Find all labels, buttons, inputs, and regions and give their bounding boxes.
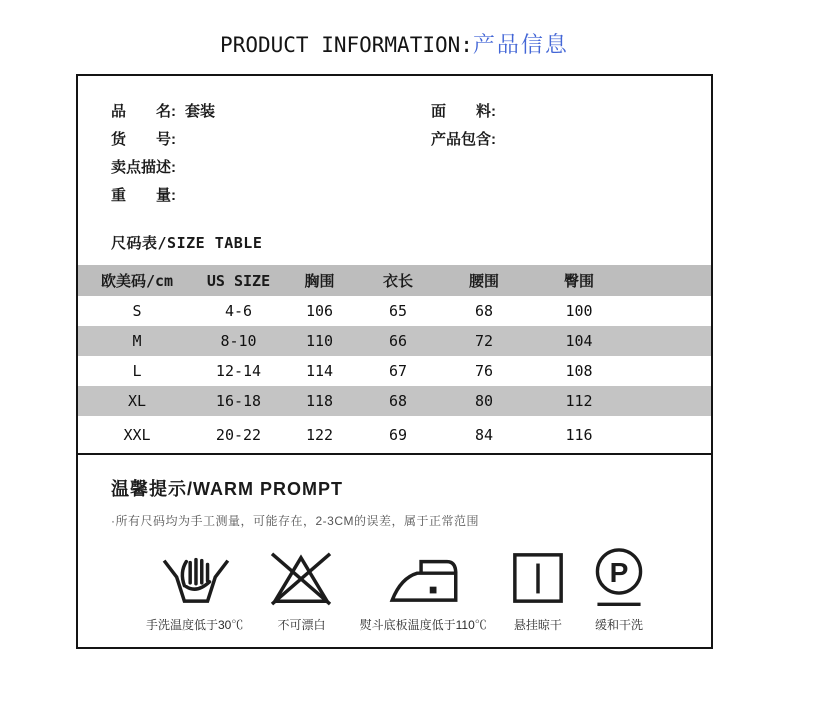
care-label: 缓和干洗: [594, 618, 643, 632]
table-cell: 66: [388, 332, 408, 350]
col-header-hip: 臀围: [563, 272, 594, 290]
field-label: 产品包含:: [431, 130, 496, 148]
table-cell: 16-18: [215, 392, 262, 410]
care-instructions-row: [78, 529, 711, 633]
field-package-contents: [431, 124, 711, 152]
field-label: 面 料:: [431, 102, 496, 120]
table-cell: M: [132, 332, 142, 350]
product-fields: [78, 76, 711, 208]
field-label: 货 号:: [111, 130, 176, 148]
table-cell-spacer: [628, 416, 711, 454]
field-product-name: [111, 96, 431, 124]
care-label: 不可漂白: [277, 618, 326, 632]
table-cell: 106: [305, 302, 334, 320]
table-cell: 69: [388, 425, 408, 444]
care-label: 熨斗底板温度低于110℃: [359, 618, 487, 632]
table-cell: 4-6: [224, 302, 253, 320]
table-cell: 80: [474, 392, 494, 410]
iron-low-temp-icon: [387, 549, 459, 607]
care-item-hang-dry: [511, 549, 565, 633]
care-item-dry-clean: [589, 549, 649, 633]
size-table-heading-en: /SIZE TABLE: [157, 234, 263, 252]
col-header-length: 衣长: [382, 272, 413, 290]
field-selling-point: [111, 152, 431, 180]
field-label: 品 名:: [111, 102, 176, 120]
table-cell: S: [132, 302, 142, 320]
table-cell: 122: [305, 425, 334, 444]
field-item-number: [111, 124, 431, 152]
table-cell: 112: [565, 392, 593, 410]
table-row-m: [78, 326, 711, 356]
warm-prompt-section: [111, 475, 711, 529]
col-header-waist: 腰围: [468, 272, 499, 290]
product-fields-left: [111, 96, 431, 208]
do-not-bleach-icon: [267, 549, 335, 607]
field-label: 重 量:: [111, 186, 176, 204]
table-cell: XXL: [123, 425, 151, 444]
table-cell: L: [132, 362, 142, 380]
field-label: 卖点描述:: [111, 158, 176, 176]
care-label: 悬挂晾干: [513, 618, 562, 632]
table-cell: 110: [305, 332, 334, 350]
table-cell: 68: [388, 392, 408, 410]
table-cell: 104: [565, 332, 593, 350]
table-cell: 65: [388, 302, 408, 320]
hand-wash-icon: [157, 549, 233, 607]
table-cell: 68: [474, 302, 494, 320]
table-row-l: [78, 356, 711, 386]
svg-text:P: P: [609, 556, 629, 588]
table-cell: 108: [565, 362, 593, 380]
page-title-zh: 产品信息: [472, 32, 569, 57]
table-cell-spacer: [628, 356, 711, 386]
table-cell: 84: [474, 425, 494, 444]
hang-dry-icon: [511, 549, 565, 607]
table-cell: XL: [127, 392, 147, 410]
table-cell: 67: [388, 362, 408, 380]
table-cell: 116: [565, 425, 593, 444]
table-cell: 100: [565, 302, 593, 320]
table-cell-spacer: [628, 326, 711, 356]
product-fields-right: [431, 96, 711, 208]
col-header-spacer: [628, 265, 711, 296]
table-cell: 76: [474, 362, 494, 380]
table-row-xl: [78, 386, 711, 416]
care-item-no-bleach: [267, 549, 335, 633]
table-cell: 118: [305, 392, 334, 410]
warm-prompt-heading: 温馨提示/WARM PROMPT: [111, 479, 343, 499]
page-title: [76, 0, 713, 59]
table-cell: 20-22: [215, 425, 262, 444]
gentle-dry-clean-icon: [589, 549, 649, 607]
table-cell-spacer: [628, 296, 711, 326]
table-cell: 114: [305, 362, 334, 380]
product-info-box: [76, 74, 713, 649]
size-table-header-row: [78, 265, 711, 296]
col-header-region-size: 欧美码/cm: [100, 272, 174, 290]
table-row-xxl: [78, 416, 711, 454]
field-weight: [111, 180, 431, 208]
care-item-hand-wash: [146, 549, 243, 633]
size-table-heading-zh: 尺码表: [111, 235, 158, 252]
table-row-s: [78, 296, 711, 326]
col-header-chest: 胸围: [304, 272, 335, 290]
table-cell-spacer: [628, 386, 711, 416]
page-title-en: PRODUCT INFORMATION:: [220, 33, 473, 57]
care-item-iron: [360, 549, 487, 633]
field-value: 套装: [185, 102, 216, 120]
table-cell: 8-10: [220, 332, 257, 350]
care-label: 手洗温度低于30℃: [146, 618, 244, 632]
size-table-heading: [111, 232, 711, 253]
size-table: [78, 265, 711, 455]
warm-prompt-note: ·所有尺码均为手工测量，可能存在，2-3CM的误差，属于正常范围: [111, 514, 480, 528]
col-header-us-size: US SIZE: [206, 271, 271, 290]
table-cell: 72: [474, 332, 494, 350]
field-fabric: [431, 96, 711, 124]
table-cell: 12-14: [215, 362, 262, 380]
